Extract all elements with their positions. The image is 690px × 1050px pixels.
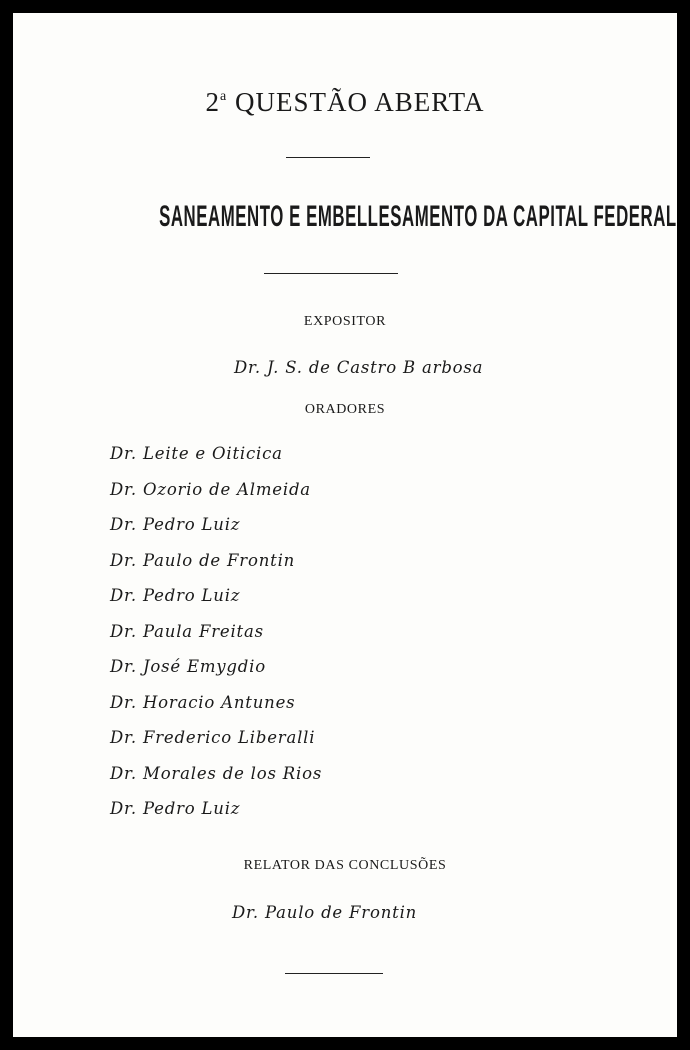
orador-item: Dr. Pedro Luiz xyxy=(110,515,241,534)
orador-item: Dr. Ozorio de Almeida xyxy=(110,479,311,499)
orador-item: Dr. Pedro Luiz xyxy=(110,799,241,818)
orador-item: Dr. José Emygdio xyxy=(110,657,266,676)
page-title xyxy=(13,87,677,118)
divider-middle xyxy=(264,273,398,274)
orador-item: Dr. Leite e Oiticica xyxy=(110,444,283,463)
orador-item: Dr. Paulo de Frontin xyxy=(110,550,296,570)
oradores-list xyxy=(110,444,322,835)
orador-item: Dr. Morales de los Rios xyxy=(110,763,323,783)
relator-label: RELATOR DAS CONCLUSÕES xyxy=(243,858,447,873)
divider-top xyxy=(286,157,370,158)
document-page xyxy=(13,13,677,1037)
subtitle: SANEAMENTO E EMBELLESAMENTO DA CAPITAL FEDERAL xyxy=(159,200,677,233)
relator-name: Dr. Paulo de Frontin xyxy=(232,903,418,922)
orador-item: Dr. Paula Freitas xyxy=(110,621,264,641)
title-main: QUESTÃO ABERTA xyxy=(234,87,485,117)
orador-item: Dr. Horacio Antunes xyxy=(110,692,296,712)
title-superscript: a xyxy=(220,89,228,104)
divider-bottom xyxy=(285,973,383,974)
expositor-label: EXPOSITOR xyxy=(303,314,387,329)
orador-item: Dr. Frederico Liberalli xyxy=(110,728,316,747)
oradores-label: ORADORES xyxy=(304,402,386,417)
orador-item: Dr. Pedro Luiz xyxy=(110,586,241,605)
expositor-name: Dr. J. S. de Castro B arbosa xyxy=(234,358,484,377)
title-prefix: 2 xyxy=(205,87,221,117)
